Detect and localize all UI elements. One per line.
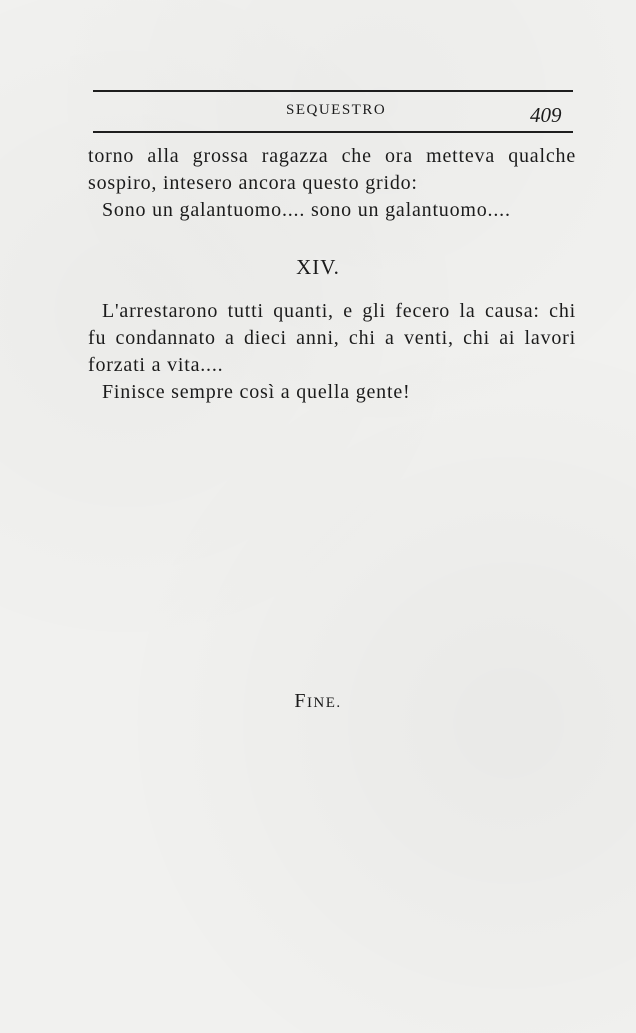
- text-line: L'arrestarono tutti quanti, e gli fecero la causa: chi: [102, 300, 576, 322]
- paragraph-continued: [88, 143, 576, 224]
- running-title: SEQUESTRO: [286, 102, 387, 118]
- text-line: Sono un galantuomo.... sono un galantuomo....: [102, 199, 511, 221]
- text-line: sospiro, intesero ancora questo grido:: [88, 172, 418, 194]
- text-line: Finisce sempre così a quella gente!: [102, 381, 411, 403]
- end-mark-rest: INE.: [306, 695, 342, 711]
- text-line: torno alla grossa ragazza che ora metteva qualche: [88, 145, 576, 167]
- end-mark-initial: F: [294, 690, 307, 712]
- paragraph-final: [88, 298, 576, 406]
- header-rule-top: [93, 90, 573, 92]
- text-line: forzati a vita....: [88, 354, 224, 376]
- text-line: fu condannato a dieci anni, chi a venti, chi ai lavori: [88, 327, 576, 349]
- chapter-heading: XIV.: [296, 255, 340, 279]
- header-rule-bottom: [93, 131, 573, 133]
- page-number: 409: [530, 103, 562, 127]
- end-mark: [0, 690, 636, 713]
